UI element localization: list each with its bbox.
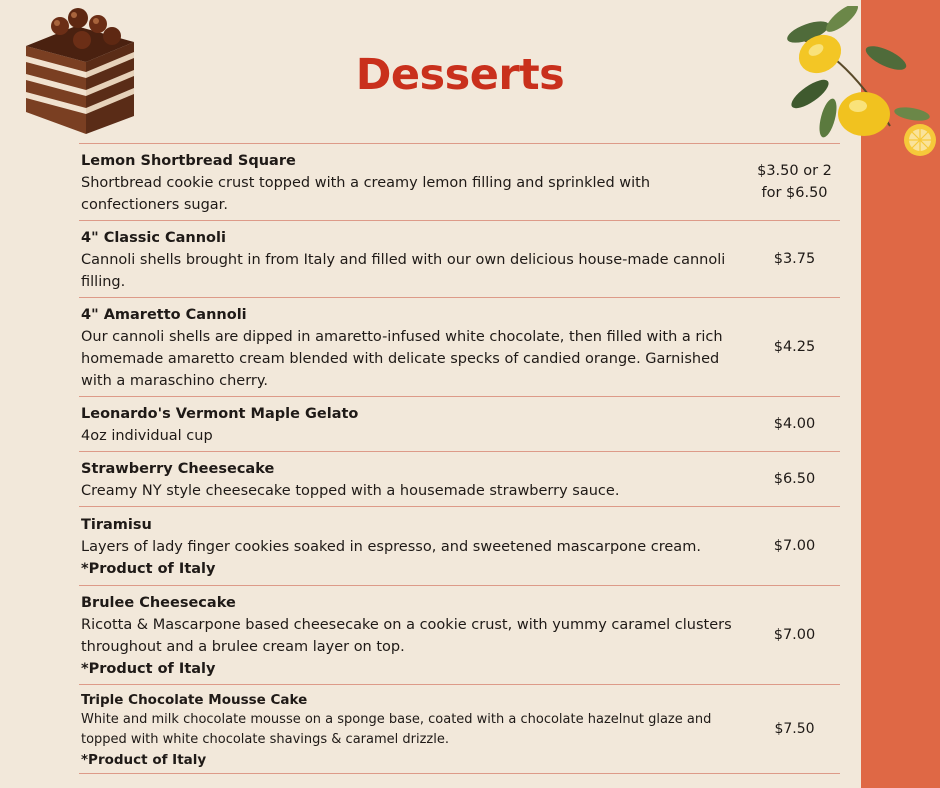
menu-item-text <box>79 451 749 508</box>
menu-item <box>79 586 840 685</box>
menu-item-description: 4oz individual cup <box>81 427 213 444</box>
menu-item-name: Strawberry Cheesecake <box>81 460 275 477</box>
menu-item-description: White and milk chocolate mousse on a sponge base, coated with a chocolate hazelnut glaze and topped with white chocolate shavings & caramel drizzle. <box>81 711 712 747</box>
menu-item-name: Tiramisu <box>81 516 152 533</box>
menu-item-text <box>79 585 749 686</box>
menu-item-text <box>79 297 749 398</box>
menu-item-price: $7.00 <box>773 627 816 643</box>
dessert-menu <box>79 143 840 774</box>
menu-item-price: $6.50 <box>773 471 816 487</box>
menu-item-text <box>79 220 749 299</box>
menu-item-price: $4.25 <box>773 339 816 355</box>
menu-item-name: 4" Amaretto Cannoli <box>81 306 247 323</box>
menu-item <box>79 507 840 586</box>
menu-item <box>79 685 840 774</box>
menu-item-name: Triple Chocolate Mousse Cake <box>81 691 308 708</box>
menu-item-price: $4.00 <box>773 416 816 432</box>
menu-item-name: Lemon Shortbread Square <box>81 152 296 169</box>
menu-item-description: Ricotta & Mascarpone based cheesecake on a cookie crust, with yummy caramel clusters throughout and a brulee cream layer on top. <box>81 616 732 655</box>
menu-item-name: Leonardo's Vermont Maple Gelato <box>81 405 359 422</box>
menu-item-description: Shortbread cookie crust topped with a creamy lemon filling and sprinkled with confectioners sugar. <box>81 174 651 213</box>
menu-item-text <box>79 683 749 776</box>
menu-item <box>79 221 840 298</box>
menu-item-origin-note: *Product of Italy <box>81 660 216 677</box>
menu-item <box>79 298 840 397</box>
menu-item-text <box>79 396 749 453</box>
menu-item-description: Creamy NY style cheesecake topped with a housemade strawberry sauce. <box>81 482 620 499</box>
menu-item-price: $3.75 <box>773 251 816 267</box>
menu-item <box>79 397 840 452</box>
menu-item-origin-note: *Product of Italy <box>81 751 207 768</box>
menu-item-name: Brulee Cheesecake <box>81 594 236 611</box>
menu-item-text <box>79 507 749 586</box>
page-title: Desserts <box>355 50 565 100</box>
menu-item-description: Cannoli shells brought in from Italy and filled with our own delicious house-made cannoli filling. <box>81 251 726 290</box>
menu-item-price: $7.00 <box>773 538 816 554</box>
menu-item-description: Our cannoli shells are dipped in amaretto-infused white chocolate, then filled with a rich homemade amaretto cream blended with delicate specks of candied orange. Garnished with a maraschino cherry. <box>81 328 723 389</box>
menu-item-text <box>79 143 749 222</box>
menu-item-price: $3.50 or 2 for $6.50 <box>757 163 832 201</box>
menu-item-price: $7.50 <box>774 721 815 737</box>
menu-item <box>79 452 840 507</box>
menu-item-description: Layers of lady finger cookies soaked in espresso, and sweetened mascarpone cream. <box>81 538 701 555</box>
menu-item <box>79 144 840 221</box>
menu-item-origin-note: *Product of Italy <box>81 560 216 577</box>
menu-item-name: 4" Classic Cannoli <box>81 229 226 246</box>
